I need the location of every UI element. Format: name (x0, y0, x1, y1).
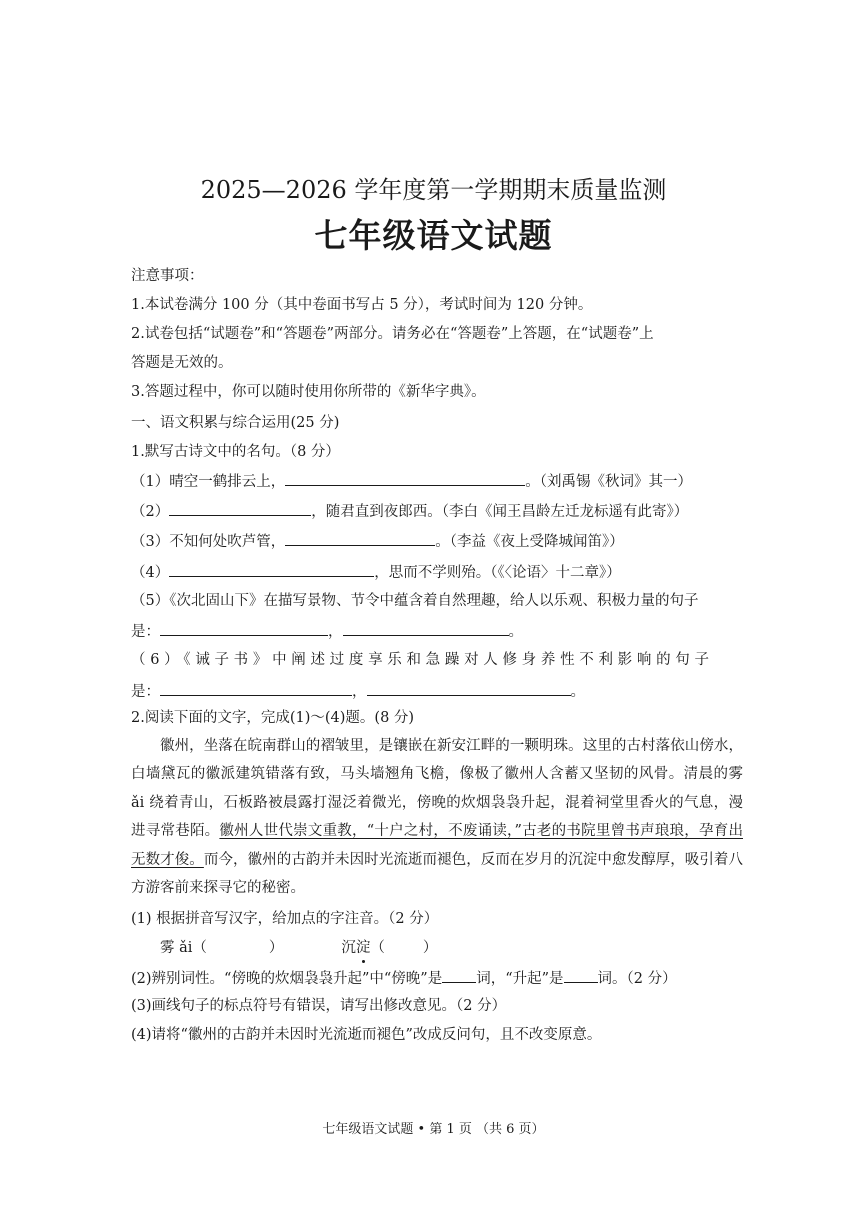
q2-sub-4: (4)请将“徽州的古韵并未因时光流逝而褪色”改成反问句，且不改变原意。 (131, 1027, 602, 1043)
exam-title: 2025—2026 学年度第一学期期末质量监测 (200, 176, 667, 204)
answer-blank[interactable] (343, 620, 509, 636)
note-3: 3.答题过程中，你可以随时使用你所带的《新华字典》。 (131, 384, 486, 400)
note-1: 1.本试卷满分 100 分（其中卷面书写占 5 分），考试时间为 120 分钟。 (131, 297, 593, 313)
answer-blank[interactable] (285, 470, 525, 486)
q2-sub-1: (1) 根据拼音写汉字，给加点的字注音。（2 分） (131, 911, 439, 927)
q1-item-6-prompt: （6）《诫子书》中阐述过度享乐和急躁对人修身养性不利影响的句子 (131, 652, 714, 668)
question-1-stem: 1.默写古诗文中的名句。（8 分） (131, 444, 340, 460)
page-footer: 七年级语文试题 • 第 1 页 （共 6 页） (322, 1122, 545, 1137)
emphasis-dot-char: 淀 (355, 940, 371, 956)
answer-blank[interactable] (564, 967, 598, 983)
notes-heading: 注意事项： (131, 268, 204, 284)
answer-blank[interactable] (442, 967, 476, 983)
answer-blank[interactable] (367, 680, 571, 696)
q1-item-5-answer: 是： ， 。 (131, 620, 523, 642)
q2-sub-2: (2)辨别词性。“傍晚的炊烟袅袅升起”中“傍晚”是 词，“升起”是 词。（2 分） (131, 967, 677, 989)
q1-item-2: （2） ，随君直到夜郎西。（李白《闻王昌龄左迁龙标遥有此寄》） (131, 500, 688, 522)
answer-blank[interactable] (169, 561, 374, 577)
section-1-heading: 一、语文积累与综合运用(25 分) (131, 415, 340, 431)
answer-blank[interactable] (169, 500, 311, 516)
answer-blank[interactable] (160, 620, 328, 636)
q1-item-4: （4） ，思而不学则殆。（《〈论语〉十二章》） (131, 561, 621, 583)
exam-subject-title: 七年级语文试题 (314, 216, 553, 255)
q1-item-5-prompt: （5）《次北固山下》在描写景物、节令中蕴含着自然理趣，给人以乐观、积极力量的句子 (131, 593, 699, 609)
q2-sub-1-blanks: 雾 ǎi（ ） 沉淀（ ） (160, 940, 438, 956)
q1-item-6-answer: 是： ， 。 (131, 680, 585, 702)
q1-item-1: （1）晴空一鹤排云上， 。（刘禹锡《秋词》其一） (131, 470, 692, 492)
q1-item-3: （3）不知何处吹芦管， 。（李益《夜上受降城闻笛》） (131, 530, 624, 552)
answer-blank[interactable] (285, 530, 435, 546)
q2-sub-3: (3)画线句子的标点符号有错误，请写出修改意见。（2 分） (131, 998, 507, 1014)
reading-passage: 徽州，坐落在皖南群山的褶皱里，是镶嵌在新安江畔的一颗明珠。这里的古村落依山傍水，白墙黛瓦的徽派建筑错落有致，马头墙翘角飞檐，像极了徽州人含蓄又坚韧的风骨。清晨的雾 ǎi 绕着青山，石板路被晨露打湿泛着微光，傍晚的炊烟袅袅升起，混着祠堂里香火的气息，漫进寻常巷陌。徽州人世代崇文重教，“十户之村，不废诵读，”古老的书院里曾书声琅琅，孕育出无数才俊。而今，徽州的古韵并未因时光流逝而褪色，反而在岁月的沉淀中愈发醇厚，吸引着八方游客前来探寻它的秘密。 (131, 738, 744, 897)
note-2b: 答题是无效的。 (131, 355, 233, 371)
underlined-sentence: 徽州人世代崇文重教，“十户之村，不废诵读，”古老的书院里曾书声琅琅，孕育出无数才俊。 (131, 823, 743, 868)
note-2a: 2.试卷包括“试题卷”和“答题卷”两部分。请务必在“答题卷”上答题，在“试题卷”上 (131, 326, 654, 342)
question-2-stem: 2.阅读下面的文字，完成(1)～(4)题。(8 分) (131, 710, 415, 726)
answer-blank[interactable] (160, 680, 352, 696)
